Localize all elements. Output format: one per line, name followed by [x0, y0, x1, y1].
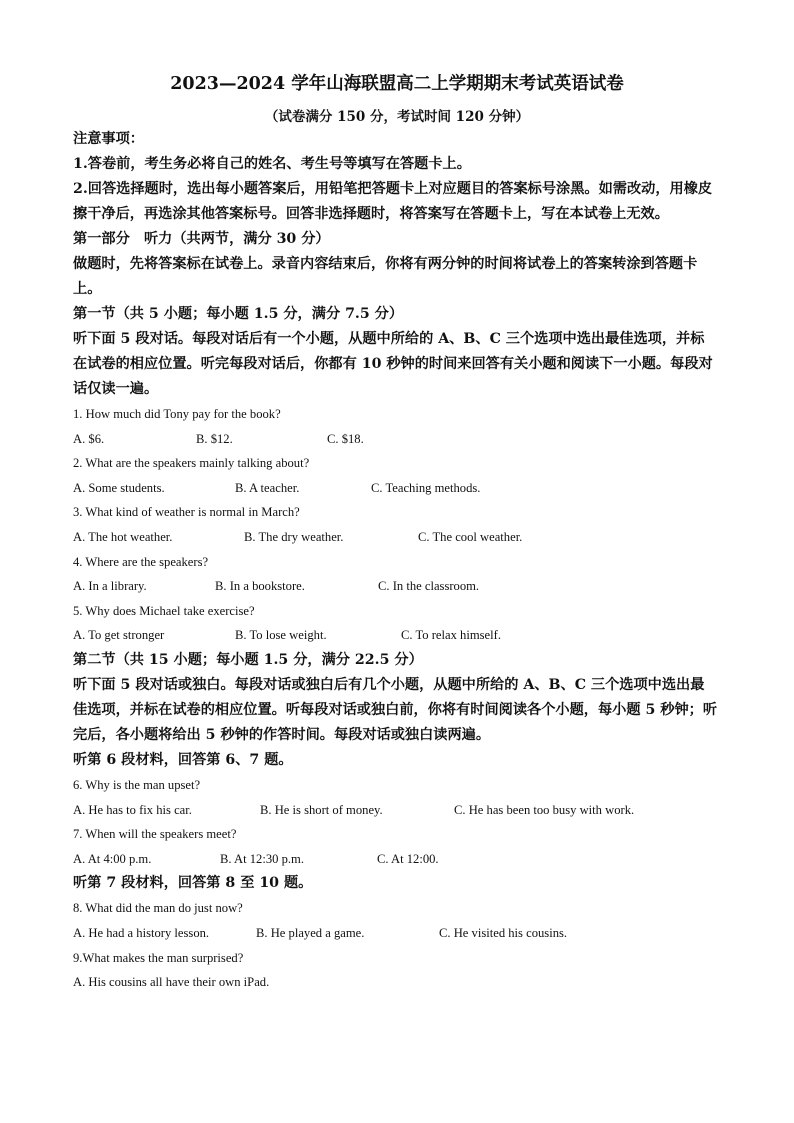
option-a: A. At 4:00 p.m.: [73, 851, 152, 866]
options-5: [73, 623, 718, 648]
notice-heading: 注意事项：: [73, 131, 144, 147]
notice-item-1: 1.答卷前，考生务必将自己的姓名、考生号等填写在答题卡上。: [73, 156, 471, 172]
option-b: B. He is short of money.: [260, 802, 383, 817]
options-8: [73, 921, 718, 946]
option-c: C. At 12:00.: [377, 851, 439, 866]
options-2: [73, 476, 718, 501]
option-a: A. The hot weather.: [73, 529, 173, 544]
section2-instruction: 听下面 5 段对话或独白。每段对话或独白后有几个小题，从题中所给的 A、B、C 三个选项中选出最佳选项，并标在试卷的相应位置。听每段对话或独白前，你将有时间阅读各个小题，每小题 5 秒钟；听完后，各小题将给出 5 秒钟的作答时间。每段对话或独白读两遍。: [73, 676, 718, 743]
option-b: B. He played a game.: [256, 925, 365, 940]
notice-item-2: 2.回答选择题时，选出每小题答案后，用铅笔把答题卡上对应题目的答案标号涂黑。如需改动，用橡皮擦干净后，再选涂其他答案标号。回答非选择题时，将答案写在答题卡上，写在本试卷上无效。: [73, 181, 713, 222]
material-6-heading: 听第 6 段材料，回答第 6、7 题。: [73, 751, 293, 768]
part1-heading: 第一部分 听力（共两节，满分 30 分）: [73, 231, 330, 247]
option-c: C. To relax himself.: [401, 628, 501, 643]
option-c: C. The cool weather.: [418, 529, 523, 544]
question-2: 2. What are the speakers mainly talking about?: [73, 456, 310, 471]
material-7-heading: 听第 7 段材料，回答第 8 至 10 题。: [73, 875, 313, 892]
option-b: B. At 12:30 p.m.: [220, 851, 304, 866]
option-a: A. He has to fix his car.: [73, 802, 192, 817]
option-a: A. In a library.: [73, 579, 147, 594]
exam-title: 2023—2024 学年山海联盟高二上学期期末考试英语试卷: [170, 74, 624, 94]
option-c: C. He has been too busy with work.: [454, 802, 635, 817]
option-a: A. His cousins all have their own iPad.: [73, 975, 270, 990]
options-9: [73, 970, 718, 995]
question-7: 7. When will the speakers meet?: [73, 827, 237, 842]
option-b: B. In a bookstore.: [215, 579, 305, 594]
option-b: B. The dry weather.: [244, 529, 344, 544]
options-4: [73, 574, 718, 599]
section1-heading: 第一节（共 5 小题；每小题 1.5 分，满分 7.5 分）: [73, 306, 404, 322]
options-7: [73, 847, 718, 872]
options-6: [73, 798, 718, 823]
question-9: 9.What makes the man surprised?: [73, 950, 244, 965]
option-b: B. $12.: [196, 431, 233, 446]
part1-instruction: 做题时，先将答案标在试卷上。录音内容结束后，你将有两分钟的时间将试卷上的答案转涂到答题卡上。: [73, 256, 698, 297]
section1-instruction: 听下面 5 段对话。每段对话后有一个小题，从题中所给的 A、B、C 三个选项中选出最佳选项，并标在试卷的相应位置。听完每段对话后，你都有 10 秒钟的时间来回答有关小题和阅读下一小题。每段对话仅读一遍。: [73, 331, 713, 397]
option-c: C. $18.: [327, 431, 364, 446]
question-4: 4. Where are the speakers?: [73, 554, 209, 569]
option-c: C. He visited his cousins.: [439, 925, 568, 940]
question-6: 6. Why is the man upset?: [73, 777, 201, 792]
options-3: [73, 525, 718, 550]
option-c: C. Teaching methods.: [371, 480, 481, 495]
question-1: 1. How much did Tony pay for the book?: [73, 407, 281, 421]
question-8: 8. What did the man do just now?: [73, 901, 243, 916]
option-c: C. In the classroom.: [378, 579, 480, 594]
exam-subtitle: （试卷满分 150 分，考试时间 120 分钟）: [264, 109, 530, 125]
question-5: 5. Why does Michael take exercise?: [73, 603, 255, 618]
option-a: A. Some students.: [73, 480, 165, 495]
question-3: 3. What kind of weather is normal in March?: [73, 505, 300, 520]
option-a: A. $6.: [73, 431, 105, 446]
section2-heading: 第二节（共 15 小题；每小题 1.5 分，满分 22.5 分）: [73, 651, 423, 668]
option-b: B. A teacher.: [235, 480, 300, 495]
option-a: A. To get stronger: [73, 628, 165, 643]
option-a: A. He had a history lesson.: [73, 925, 210, 940]
exam-content: [73, 127, 718, 995]
option-b: B. To lose weight.: [235, 628, 327, 643]
options-1: [73, 427, 718, 452]
